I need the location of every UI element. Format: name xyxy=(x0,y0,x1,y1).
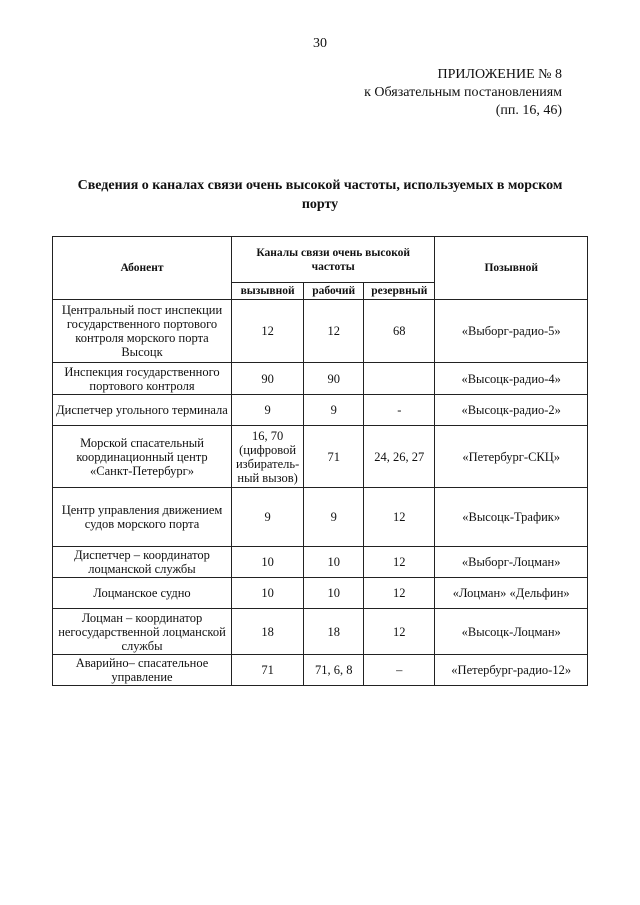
cell-callsign: «Лоцман» «Дельфин» xyxy=(435,578,588,609)
cell-callsign: «Выборг-радио-5» xyxy=(435,300,588,363)
cell-working: 12 xyxy=(304,300,364,363)
channels-table xyxy=(52,236,588,686)
cell-reserve: 12 xyxy=(364,488,435,547)
cell-calling: 90 xyxy=(232,363,304,395)
cell-calling: 9 xyxy=(232,395,304,426)
cell-subscriber: Лоцман – координатор негосударственной лоцманской службы xyxy=(53,609,232,655)
cell-callsign: «Высоцк-радио-2» xyxy=(435,395,588,426)
page-number: 30 xyxy=(313,36,327,51)
cell-callsign: «Высоцк-Лоцман» xyxy=(435,609,588,655)
cell-working: 71 xyxy=(304,426,364,488)
table-row xyxy=(53,426,588,488)
cell-reserve: - xyxy=(364,395,435,426)
cell-callsign: «Петербург-СКЦ» xyxy=(435,426,588,488)
header-channels: Каналы связи очень высокой частоты xyxy=(232,237,435,283)
cell-calling: 12 xyxy=(232,300,304,363)
cell-subscriber: Инспекция государственного портового контроля xyxy=(53,363,232,395)
cell-callsign: «Высоцк-Трафик» xyxy=(435,488,588,547)
cell-working: 9 xyxy=(304,395,364,426)
cell-calling: 18 xyxy=(232,609,304,655)
appendix-title: ПРИЛОЖЕНИЕ № 8 xyxy=(437,67,562,82)
cell-subscriber: Диспетчер – координатор лоцманской службы xyxy=(53,547,232,578)
cell-calling: 10 xyxy=(232,547,304,578)
table-row xyxy=(53,363,588,395)
cell-callsign: «Петербург-радио-12» xyxy=(435,655,588,686)
appendix-subtitle: к Обязательным постановлениям xyxy=(364,85,562,100)
cell-subscriber: Центральный пост инспекции государственного портового контроля морского порта Высоцк xyxy=(53,300,232,363)
cell-subscriber: Центр управления движением судов морского порта xyxy=(53,488,232,547)
table-row xyxy=(53,655,588,686)
cell-callsign: «Высоцк-радио-4» xyxy=(435,363,588,395)
appendix-reference: (пп. 16, 46) xyxy=(495,103,562,118)
cell-calling: 16, 70 (цифровой избиратель-ный вызов) xyxy=(232,426,304,488)
cell-working: 71, 6, 8 xyxy=(304,655,364,686)
table-row xyxy=(53,547,588,578)
cell-reserve xyxy=(364,363,435,395)
cell-working: 90 xyxy=(304,363,364,395)
appendix-header xyxy=(364,66,562,120)
cell-subscriber: Лоцманское судно xyxy=(53,578,232,609)
cell-reserve: 12 xyxy=(364,609,435,655)
cell-reserve: 12 xyxy=(364,547,435,578)
table-row xyxy=(53,395,588,426)
header-callsign: Позывной xyxy=(435,237,588,300)
header-subscriber: Абонент xyxy=(53,237,232,300)
table-row xyxy=(53,300,588,363)
cell-calling: 71 xyxy=(232,655,304,686)
header-working: рабочий xyxy=(304,283,364,300)
cell-working: 10 xyxy=(304,578,364,609)
cell-working: 18 xyxy=(304,609,364,655)
cell-reserve: 12 xyxy=(364,578,435,609)
cell-callsign: «Выборг-Лоцман» xyxy=(435,547,588,578)
cell-reserve: 24, 26, 27 xyxy=(364,426,435,488)
table-row xyxy=(53,609,588,655)
cell-reserve: 68 xyxy=(364,300,435,363)
cell-calling: 10 xyxy=(232,578,304,609)
table-row xyxy=(53,488,588,547)
cell-working: 10 xyxy=(304,547,364,578)
header-reserve: резервный xyxy=(364,283,435,300)
cell-calling: 9 xyxy=(232,488,304,547)
cell-reserve: – xyxy=(364,655,435,686)
cell-subscriber: Аварийно– спасательное управление xyxy=(53,655,232,686)
cell-subscriber: Диспетчер угольного терминала xyxy=(53,395,232,426)
table-row xyxy=(53,578,588,609)
table-body xyxy=(53,300,588,686)
header-calling: вызывной xyxy=(232,283,304,300)
cell-working: 9 xyxy=(304,488,364,547)
document-title: Сведения о каналах связи очень высокой частоты, используемых в морском порту xyxy=(77,178,563,212)
cell-subscriber: Морской спасательный координационный центр «Санкт-Петербург» xyxy=(53,426,232,488)
